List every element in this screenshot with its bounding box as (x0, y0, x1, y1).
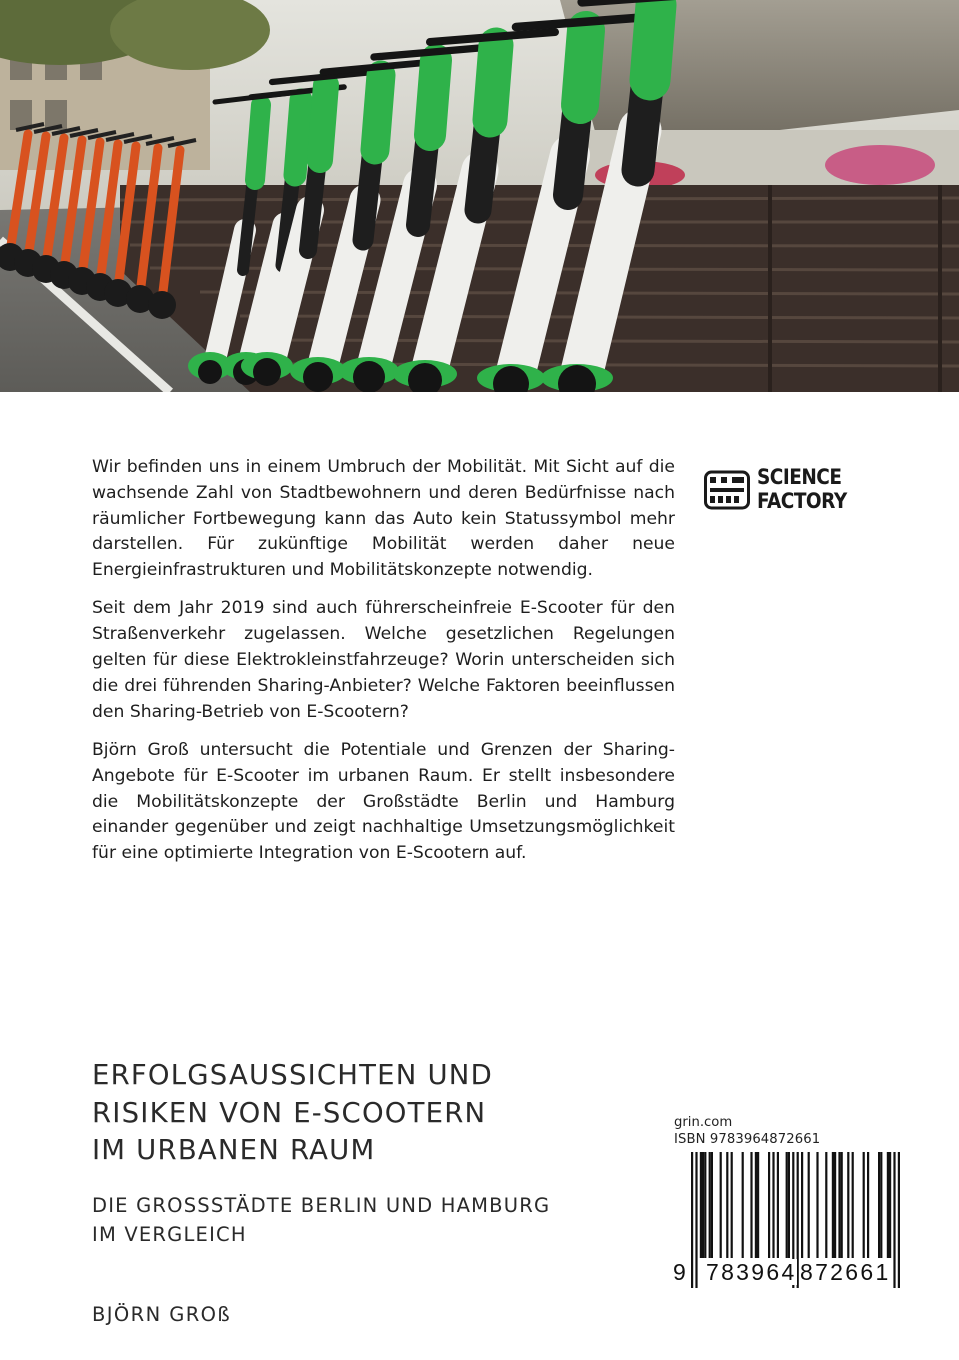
barcode-digits-group-2: 872661 (800, 1259, 891, 1285)
book-author: BJÖRN GROß (92, 1303, 232, 1326)
blurb-paragraph-2: Seit dem Jahr 2019 sind auch führerscheinfreie E-Scooter für den Straßenverkehr zugelassen. Welche gesetzlichen Regelungen gelten für diese Elektrokleinstfahrzeuge? Worin unterscheiden sich die drei führenden Sharing-Anbieter? Welche Faktoren beeinflussen den Sharing-Betrieb von E-Scootern? (92, 598, 675, 722)
barcode-bar (841, 1152, 843, 1258)
lime-scooter-head (580, 30, 586, 105)
publisher-name-line-2: FACTORY (757, 489, 847, 514)
barcode-bar (880, 1152, 882, 1258)
book-subtitle-line-1: DIE GROSSSTÄDTE BERLIN UND HAMBURG (92, 1194, 551, 1217)
barcode-bar (847, 1152, 849, 1258)
barcode-bar (777, 1152, 779, 1258)
barcode-bar (731, 1152, 733, 1258)
barcode-digit-first: 9 (673, 1259, 686, 1285)
lime-scooter-wheel (253, 358, 281, 386)
lime-scooter-head (255, 105, 261, 180)
barcode-bar (825, 1152, 827, 1258)
publisher-logo (704, 464, 864, 516)
barcode-bar (889, 1152, 891, 1258)
barcode-bar (887, 1152, 889, 1258)
barcode-bar (832, 1152, 834, 1258)
barcode-bar (867, 1152, 869, 1258)
lime-scooter-head (650, 5, 656, 80)
barcode-bar (788, 1152, 790, 1258)
lime-scooter-wheel (303, 362, 333, 392)
book-title (92, 1057, 612, 1170)
barcode-bar (726, 1152, 728, 1258)
blurb-paragraph-3: Björn Groß untersucht die Potentiale und Grenzen der Sharing-Angebote für E-Scooter im urbanen Raum. Er stellt insbesondere die Mobilitätskonzepte der Großstädte Berlin und Hamburg einander gegenüber und zeigt nachhaltige Umsetzungsmöglichkeit für eine optimierte Integration von E-Scootern auf. (92, 739, 675, 864)
book-subtitle (92, 1192, 612, 1249)
barcode-bar (852, 1152, 854, 1258)
orange-scooter-wheel (148, 291, 176, 319)
lime-scooter-head (375, 75, 381, 150)
barcode-bar (768, 1152, 770, 1258)
barcode-bar (757, 1152, 759, 1258)
book-title-line-2: RISIKEN VON E-SCOOTERN (92, 1096, 487, 1129)
barcode-bar (704, 1152, 706, 1258)
barcode-bar (878, 1152, 880, 1258)
lime-scooter-wheel (198, 360, 222, 384)
barcode-bar (711, 1152, 713, 1258)
barcode-bar (720, 1152, 722, 1258)
lime-scooter-head (430, 60, 436, 135)
lime-scooter-wheel (353, 361, 385, 392)
barcode-bar (808, 1152, 810, 1258)
barcode-bar (750, 1152, 752, 1258)
barcode-bar (700, 1152, 702, 1258)
barcode-bar (801, 1152, 803, 1258)
lime-scooter-head (490, 45, 496, 120)
blurb-paragraph-1: Wir befinden uns in einem Umbruch der Mobilität. Mit Sicht auf die wachsende Zahl von Stadtbewohnern und deren Bedürfnisse nach räumlicher Fortbewegung kann das Auto kein Statussymbol mehr darstellen. Für zukünftige Mobilität werden daher neue Energieinfrastrukturen und Mobilitätskonzepte notwendig. (92, 457, 675, 581)
barcode-bar (863, 1152, 865, 1258)
book-title-line-3: IM URBANEN RAUM (92, 1134, 376, 1166)
barcode-bar (742, 1152, 744, 1258)
barcode-bar (709, 1152, 711, 1258)
barcode-bar (893, 1152, 895, 1288)
barcode-bar (691, 1152, 693, 1288)
barcode-bar (838, 1152, 840, 1258)
barcode-bar (898, 1152, 900, 1288)
lime-scooter-head (295, 100, 301, 175)
barcode-bar (816, 1152, 818, 1258)
barcode-bar (772, 1152, 774, 1258)
lime-scooter-head (320, 85, 326, 160)
science-factory-logo-icon (704, 467, 750, 513)
publisher-website: grin.com (674, 1115, 733, 1130)
barcode-bar (695, 1152, 697, 1288)
book-title-line-1: ERFOLGSAUSSICHTEN UND (92, 1059, 493, 1091)
book-subtitle-line-2: IM VERGLEICH (92, 1222, 247, 1246)
barcode-digits-group-1: 783964 (706, 1259, 797, 1285)
publisher-name (757, 466, 847, 514)
back-cover-blurb (92, 455, 675, 879)
barcode-bar (797, 1152, 799, 1288)
isbn-label: ISBN 9783964872661 (674, 1132, 821, 1147)
cover-photo (0, 0, 959, 392)
barcode-bar (755, 1152, 757, 1258)
barcode-bar (786, 1152, 788, 1258)
publisher-name-line-1: SCIENCE (757, 465, 842, 490)
e-scooter-photo (0, 0, 959, 392)
barcode-bar (702, 1152, 704, 1258)
barcode-bar (834, 1152, 836, 1258)
